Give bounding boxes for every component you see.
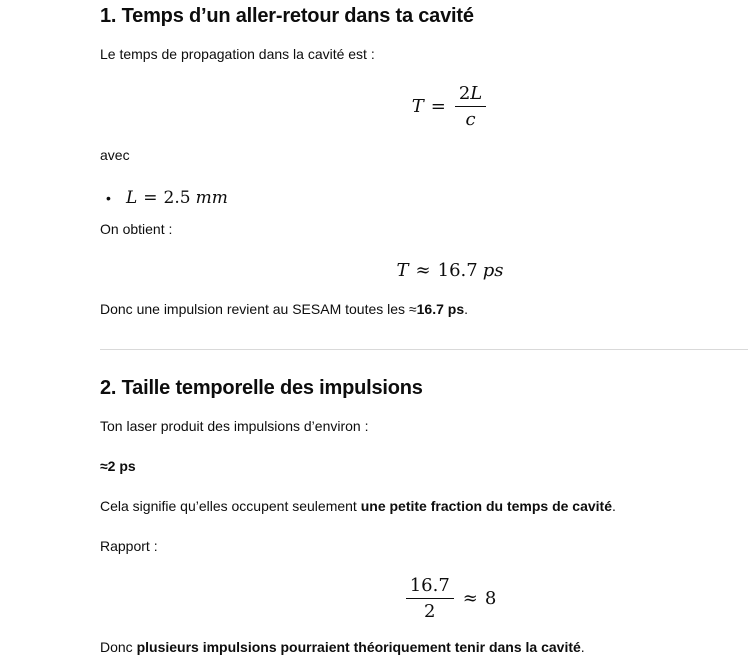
formula-result-T xyxy=(100,259,748,283)
formula-ratio xyxy=(100,576,748,621)
formula-round-trip-time xyxy=(100,84,748,129)
math-equals: = xyxy=(143,188,158,208)
fraction-denominator xyxy=(455,106,486,129)
section-1-avec: avec xyxy=(100,147,130,163)
conclusion-bold: 16.7 ps xyxy=(416,301,465,317)
math-num-16-7: 16.7 xyxy=(437,260,478,281)
math-var-T: T xyxy=(396,260,409,281)
math-unit-ps: ps xyxy=(482,260,504,281)
math-num-2-5: 2.5 xyxy=(163,188,191,208)
math-var-c: c xyxy=(465,109,476,130)
math-fraction-16-7-over-2 xyxy=(406,576,454,621)
pulse-width-bold: ≈2 ps xyxy=(100,458,136,474)
list-item xyxy=(106,185,748,211)
section-2-conclusion xyxy=(100,637,748,657)
bullet-list xyxy=(100,185,748,211)
conclusion-text: Donc une impulsion revient au SESAM toutes les ≈ xyxy=(100,301,417,317)
math-num-2: 2 xyxy=(424,601,436,622)
section-1-conclusion xyxy=(100,299,748,319)
conclusion-text: Donc xyxy=(100,639,137,655)
math-num-16-7: 16.7 xyxy=(409,575,450,596)
math-var-T: T xyxy=(411,96,424,117)
math-var-L: L xyxy=(470,83,483,104)
math-fraction-2L-over-c xyxy=(455,84,486,129)
ratio-label: Rapport : xyxy=(100,538,158,554)
fraction-denominator xyxy=(406,598,454,621)
math-var-L: L xyxy=(126,188,138,208)
section-1-intro: Le temps de propagation dans la cavité est : xyxy=(100,46,375,62)
conclusion-bold: plusieurs impulsions pourraient théoriquement tenir dans la cavité xyxy=(136,639,581,655)
section-divider xyxy=(100,349,748,350)
meaning-text: Cela signifie qu’elles occupent seulement xyxy=(100,498,361,514)
math-L-value xyxy=(126,185,228,211)
math-num-8: 8 xyxy=(484,588,497,609)
meaning-period: . xyxy=(612,498,616,514)
conclusion-period: . xyxy=(464,301,468,317)
math-unit-mm: mm xyxy=(195,188,228,208)
bullet-icon: • xyxy=(106,190,111,206)
meaning-bold: une petite fraction du temps de cavité xyxy=(360,498,612,514)
math-approx: ≈ xyxy=(415,260,431,281)
section-1-heading: 1. Temps d’un aller-retour dans ta cavité xyxy=(100,5,474,27)
section-1-obtain: On obtient : xyxy=(100,221,173,237)
section-2-intro: Ton laser produit des impulsions d’environ : xyxy=(100,418,369,434)
section-2-heading: 2. Taille temporelle des impulsions xyxy=(100,377,423,399)
conclusion-period: . xyxy=(580,639,585,655)
fraction-numerator xyxy=(455,84,486,106)
section-2-meaning xyxy=(100,496,748,516)
math-equals: = xyxy=(430,96,446,117)
chat-message-content xyxy=(100,0,748,657)
math-num-2: 2 xyxy=(458,83,471,104)
math-approx: ≈ xyxy=(462,588,478,609)
fraction-numerator xyxy=(406,576,454,598)
pulse-width-value xyxy=(100,456,748,476)
